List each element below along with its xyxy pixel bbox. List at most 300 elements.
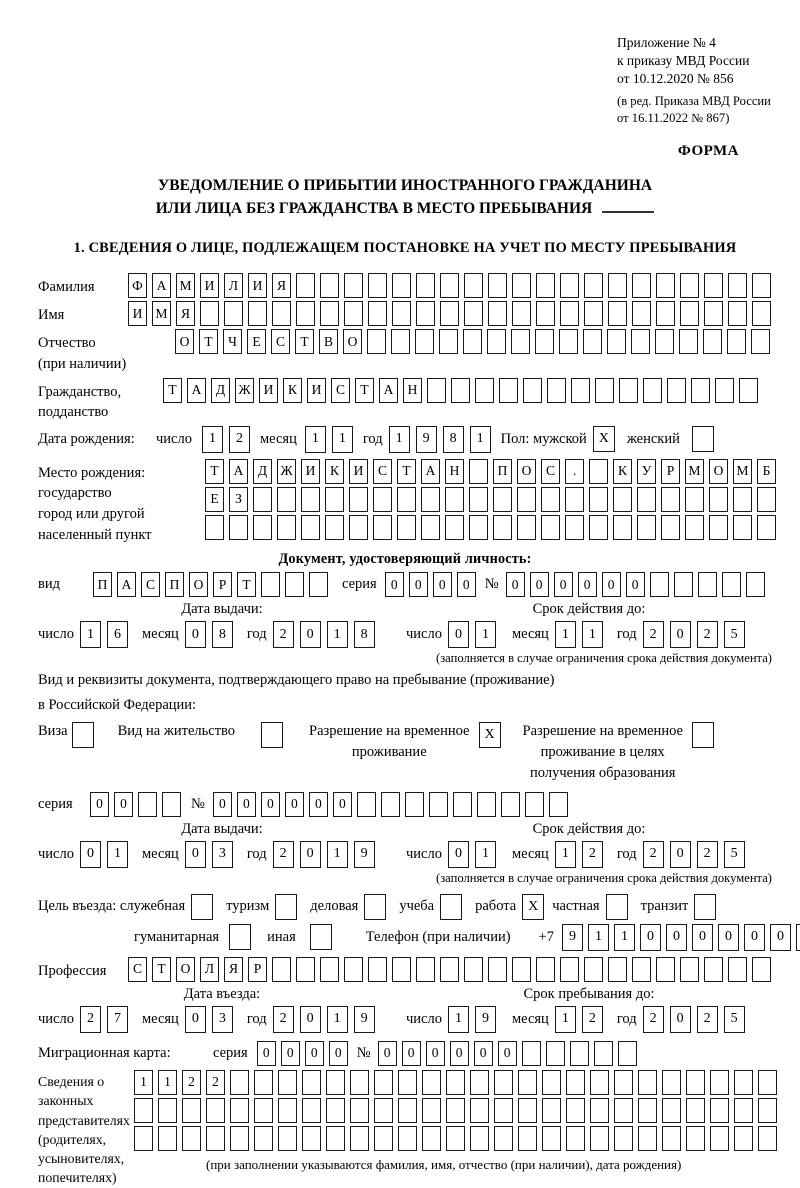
form-cell[interactable]: 5 <box>724 841 745 868</box>
form-cell[interactable]: 2 <box>697 621 718 648</box>
form-cell[interactable] <box>350 1070 369 1095</box>
form-cell[interactable] <box>261 572 280 597</box>
form-cell[interactable] <box>487 329 506 354</box>
form-cell[interactable]: 0 <box>300 841 321 868</box>
form-cell[interactable]: Т <box>205 459 224 484</box>
form-cell[interactable] <box>661 487 680 512</box>
form-cell[interactable] <box>182 1126 201 1151</box>
form-cell[interactable] <box>584 301 603 326</box>
form-cell[interactable]: 1 <box>475 621 496 648</box>
form-cell[interactable]: П <box>165 572 184 597</box>
form-cell[interactable]: 0 <box>506 572 525 597</box>
form-cell[interactable]: 1 <box>470 426 491 453</box>
form-cell[interactable]: Т <box>397 459 416 484</box>
form-cell[interactable] <box>637 515 656 540</box>
form-cell[interactable] <box>546 1041 565 1066</box>
form-cell[interactable] <box>326 1126 345 1151</box>
form-cell[interactable] <box>296 301 315 326</box>
form-cell[interactable]: Р <box>248 957 267 982</box>
form-cell[interactable]: 0 <box>257 1041 276 1066</box>
form-cell[interactable]: З <box>229 487 248 512</box>
form-cell[interactable] <box>607 329 626 354</box>
form-cell[interactable] <box>405 792 424 817</box>
form-cell[interactable] <box>397 487 416 512</box>
form-cell[interactable]: П <box>93 572 112 597</box>
form-cell[interactable]: 0 <box>448 841 469 868</box>
form-cell[interactable]: Т <box>355 378 374 403</box>
form-cell[interactable] <box>344 301 363 326</box>
form-cell[interactable]: С <box>373 459 392 484</box>
form-cell[interactable] <box>493 487 512 512</box>
form-cell[interactable]: 0 <box>692 924 713 951</box>
form-cell[interactable] <box>451 378 470 403</box>
form-cell[interactable]: 0 <box>666 924 687 951</box>
form-cell[interactable] <box>182 1098 201 1123</box>
form-cell[interactable] <box>392 273 411 298</box>
form-cell[interactable] <box>733 487 752 512</box>
form-cell[interactable] <box>655 329 674 354</box>
form-cell[interactable]: 0 <box>300 1006 321 1033</box>
purpose-humanitarian-checkbox[interactable] <box>229 924 251 950</box>
form-cell[interactable] <box>440 273 459 298</box>
form-cell[interactable] <box>589 459 608 484</box>
purpose-work-checkbox[interactable]: X <box>522 894 544 920</box>
form-cell[interactable] <box>715 378 734 403</box>
form-cell[interactable] <box>392 301 411 326</box>
form-cell[interactable] <box>254 1126 273 1151</box>
form-cell[interactable] <box>416 273 435 298</box>
form-cell[interactable] <box>398 1126 417 1151</box>
form-cell[interactable] <box>494 1070 513 1095</box>
form-cell[interactable] <box>248 301 267 326</box>
form-cell[interactable] <box>608 273 627 298</box>
form-cell[interactable] <box>517 487 536 512</box>
form-cell[interactable]: Ч <box>223 329 242 354</box>
form-cell[interactable] <box>278 1098 297 1123</box>
form-cell[interactable]: 8 <box>354 621 375 648</box>
purpose-business-checkbox[interactable] <box>364 894 386 920</box>
form-cell[interactable]: И <box>301 459 320 484</box>
form-cell[interactable]: Т <box>237 572 256 597</box>
form-cell[interactable] <box>638 1126 657 1151</box>
form-cell[interactable] <box>536 301 555 326</box>
form-cell[interactable]: 2 <box>582 1006 603 1033</box>
gender-female-checkbox[interactable] <box>692 426 714 452</box>
form-cell[interactable]: 0 <box>457 572 476 597</box>
form-cell[interactable] <box>230 1126 249 1151</box>
form-cell[interactable]: М <box>685 459 704 484</box>
form-cell[interactable] <box>205 515 224 540</box>
form-cell[interactable]: 0 <box>530 572 549 597</box>
form-cell[interactable] <box>637 487 656 512</box>
form-cell[interactable] <box>542 1126 561 1151</box>
form-cell[interactable] <box>469 459 488 484</box>
form-cell[interactable]: 0 <box>744 924 765 951</box>
form-cell[interactable]: 0 <box>409 572 428 597</box>
form-cell[interactable] <box>560 301 579 326</box>
form-cell[interactable] <box>734 1098 753 1123</box>
purpose-tourism-checkbox[interactable] <box>275 894 297 920</box>
form-cell[interactable]: 0 <box>578 572 597 597</box>
form-cell[interactable]: М <box>733 459 752 484</box>
form-cell[interactable] <box>254 1098 273 1123</box>
form-cell[interactable]: Ж <box>235 378 254 403</box>
form-cell[interactable] <box>320 301 339 326</box>
form-cell[interactable]: О <box>175 329 194 354</box>
form-cell[interactable]: 0 <box>185 621 206 648</box>
form-cell[interactable] <box>344 273 363 298</box>
form-cell[interactable] <box>278 1126 297 1151</box>
gender-male-checkbox[interactable]: X <box>593 426 615 452</box>
form-cell[interactable] <box>320 957 339 982</box>
form-cell[interactable] <box>560 957 579 982</box>
form-cell[interactable]: Л <box>224 273 243 298</box>
form-cell[interactable] <box>710 1070 729 1095</box>
form-cell[interactable]: Ж <box>277 459 296 484</box>
form-cell[interactable] <box>253 515 272 540</box>
form-cell[interactable]: 2 <box>206 1070 225 1095</box>
form-cell[interactable] <box>661 515 680 540</box>
form-cell[interactable] <box>643 378 662 403</box>
form-cell[interactable]: 0 <box>261 792 280 817</box>
visa-checkbox[interactable] <box>72 722 94 748</box>
form-cell[interactable] <box>667 378 686 403</box>
form-cell[interactable]: Д <box>211 378 230 403</box>
form-cell[interactable] <box>685 515 704 540</box>
form-cell[interactable]: 2 <box>643 621 664 648</box>
form-cell[interactable] <box>679 329 698 354</box>
form-cell[interactable] <box>446 1070 465 1095</box>
form-cell[interactable]: И <box>307 378 326 403</box>
form-cell[interactable] <box>350 1126 369 1151</box>
form-cell[interactable] <box>301 487 320 512</box>
form-cell[interactable] <box>589 487 608 512</box>
form-cell[interactable] <box>656 301 675 326</box>
form-cell[interactable] <box>367 329 386 354</box>
form-cell[interactable] <box>549 792 568 817</box>
form-cell[interactable] <box>751 329 770 354</box>
form-cell[interactable] <box>523 378 542 403</box>
form-cell[interactable] <box>230 1070 249 1095</box>
form-cell[interactable] <box>565 487 584 512</box>
form-cell[interactable] <box>739 378 758 403</box>
form-cell[interactable] <box>709 515 728 540</box>
form-cell[interactable] <box>398 1098 417 1123</box>
form-cell[interactable] <box>680 957 699 982</box>
form-cell[interactable] <box>733 515 752 540</box>
form-cell[interactable]: 1 <box>588 924 609 951</box>
form-cell[interactable]: 0 <box>378 1041 397 1066</box>
form-cell[interactable] <box>272 301 291 326</box>
form-cell[interactable]: 1 <box>475 841 496 868</box>
form-cell[interactable] <box>422 1070 441 1095</box>
form-cell[interactable]: О <box>709 459 728 484</box>
form-cell[interactable] <box>349 487 368 512</box>
form-cell[interactable]: Р <box>213 572 232 597</box>
form-cell[interactable] <box>703 329 722 354</box>
form-cell[interactable]: 1 <box>389 426 410 453</box>
form-cell[interactable]: 0 <box>626 572 645 597</box>
form-cell[interactable] <box>398 1070 417 1095</box>
form-cell[interactable] <box>608 301 627 326</box>
form-cell[interactable] <box>429 792 448 817</box>
form-cell[interactable] <box>560 273 579 298</box>
form-cell[interactable] <box>325 487 344 512</box>
form-cell[interactable] <box>704 301 723 326</box>
form-cell[interactable] <box>421 487 440 512</box>
form-cell[interactable]: 0 <box>402 1041 421 1066</box>
form-cell[interactable]: 6 <box>107 621 128 648</box>
form-cell[interactable]: М <box>176 273 195 298</box>
form-cell[interactable]: Б <box>757 459 776 484</box>
form-cell[interactable]: О <box>176 957 195 982</box>
purpose-other-checkbox[interactable] <box>310 924 332 950</box>
form-cell[interactable]: 2 <box>643 841 664 868</box>
form-cell[interactable] <box>517 515 536 540</box>
form-cell[interactable] <box>464 957 483 982</box>
form-cell[interactable] <box>325 515 344 540</box>
form-cell[interactable]: С <box>141 572 160 597</box>
form-cell[interactable]: 0 <box>333 792 352 817</box>
form-cell[interactable] <box>565 515 584 540</box>
form-cell[interactable] <box>440 957 459 982</box>
form-cell[interactable]: 0 <box>309 792 328 817</box>
form-cell[interactable] <box>368 273 387 298</box>
form-cell[interactable] <box>381 792 400 817</box>
form-cell[interactable] <box>680 273 699 298</box>
form-cell[interactable]: И <box>259 378 278 403</box>
form-cell[interactable]: 1 <box>555 841 576 868</box>
form-cell[interactable] <box>525 792 544 817</box>
form-cell[interactable] <box>570 1041 589 1066</box>
form-cell[interactable]: 1 <box>305 426 326 453</box>
form-cell[interactable]: 0 <box>300 621 321 648</box>
form-cell[interactable]: 2 <box>273 841 294 868</box>
form-cell[interactable]: 0 <box>80 841 101 868</box>
form-cell[interactable] <box>488 301 507 326</box>
form-cell[interactable] <box>158 1126 177 1151</box>
form-cell[interactable]: 0 <box>329 1041 348 1066</box>
form-cell[interactable] <box>710 1098 729 1123</box>
form-cell[interactable] <box>686 1126 705 1151</box>
form-cell[interactable] <box>535 329 554 354</box>
form-cell[interactable]: И <box>200 273 219 298</box>
form-cell[interactable] <box>638 1098 657 1123</box>
form-cell[interactable]: 1 <box>80 621 101 648</box>
form-cell[interactable] <box>686 1098 705 1123</box>
form-cell[interactable] <box>680 301 699 326</box>
form-cell[interactable] <box>488 957 507 982</box>
form-cell[interactable]: Н <box>403 378 422 403</box>
form-cell[interactable] <box>685 487 704 512</box>
form-cell[interactable] <box>541 515 560 540</box>
form-cell[interactable]: Ф <box>128 273 147 298</box>
form-cell[interactable] <box>614 1126 633 1151</box>
form-cell[interactable] <box>559 329 578 354</box>
form-cell[interactable] <box>357 792 376 817</box>
form-cell[interactable] <box>698 572 717 597</box>
form-cell[interactable] <box>594 1041 613 1066</box>
form-cell[interactable]: 0 <box>213 792 232 817</box>
form-cell[interactable] <box>757 487 776 512</box>
form-cell[interactable] <box>368 301 387 326</box>
purpose-private-checkbox[interactable] <box>606 894 628 920</box>
form-cell[interactable] <box>446 1098 465 1123</box>
form-cell[interactable]: 2 <box>229 426 250 453</box>
form-cell[interactable] <box>391 329 410 354</box>
form-cell[interactable]: 1 <box>327 1006 348 1033</box>
form-cell[interactable]: Р <box>661 459 680 484</box>
form-cell[interactable]: 0 <box>554 572 573 597</box>
form-cell[interactable] <box>326 1070 345 1095</box>
form-cell[interactable] <box>595 378 614 403</box>
form-cell[interactable]: Н <box>445 459 464 484</box>
form-cell[interactable] <box>422 1098 441 1123</box>
form-cell[interactable] <box>421 515 440 540</box>
form-cell[interactable] <box>439 329 458 354</box>
form-cell[interactable]: Т <box>199 329 218 354</box>
form-cell[interactable]: 2 <box>182 1070 201 1095</box>
form-cell[interactable]: С <box>331 378 350 403</box>
form-cell[interactable] <box>277 515 296 540</box>
form-cell[interactable] <box>662 1070 681 1095</box>
form-cell[interactable] <box>493 515 512 540</box>
form-cell[interactable]: Я <box>272 273 291 298</box>
form-cell[interactable] <box>613 487 632 512</box>
form-cell[interactable] <box>138 792 157 817</box>
form-cell[interactable]: Е <box>247 329 266 354</box>
form-cell[interactable]: Я <box>176 301 195 326</box>
form-cell[interactable]: И <box>248 273 267 298</box>
purpose-study-checkbox[interactable] <box>440 894 462 920</box>
form-cell[interactable]: 7 <box>107 1006 128 1033</box>
form-cell[interactable]: 2 <box>697 1006 718 1033</box>
form-cell[interactable] <box>752 301 771 326</box>
form-cell[interactable] <box>302 1126 321 1151</box>
form-cell[interactable] <box>206 1126 225 1151</box>
form-cell[interactable]: П <box>493 459 512 484</box>
form-cell[interactable]: 3 <box>212 841 233 868</box>
form-cell[interactable]: Л <box>200 957 219 982</box>
form-cell[interactable]: М <box>152 301 171 326</box>
form-cell[interactable] <box>416 301 435 326</box>
form-cell[interactable]: О <box>517 459 536 484</box>
temp-residence-checkbox[interactable]: X <box>479 722 501 748</box>
form-cell[interactable]: 0 <box>281 1041 300 1066</box>
form-cell[interactable] <box>674 572 693 597</box>
form-cell[interactable] <box>422 1126 441 1151</box>
form-cell[interactable] <box>631 329 650 354</box>
form-cell[interactable]: 0 <box>718 924 739 951</box>
form-cell[interactable] <box>752 273 771 298</box>
form-cell[interactable]: 0 <box>285 792 304 817</box>
form-cell[interactable]: 0 <box>185 1006 206 1033</box>
form-cell[interactable] <box>296 957 315 982</box>
form-cell[interactable]: Д <box>253 459 272 484</box>
form-cell[interactable]: 0 <box>670 621 691 648</box>
form-cell[interactable] <box>285 572 304 597</box>
residence-permit-checkbox[interactable] <box>261 722 283 748</box>
form-cell[interactable]: 8 <box>443 426 464 453</box>
form-cell[interactable] <box>709 487 728 512</box>
form-cell[interactable] <box>373 515 392 540</box>
form-cell[interactable]: 1 <box>158 1070 177 1095</box>
form-cell[interactable]: 1 <box>555 621 576 648</box>
form-cell[interactable] <box>796 924 800 951</box>
form-cell[interactable]: А <box>379 378 398 403</box>
form-cell[interactable]: 0 <box>114 792 133 817</box>
form-cell[interactable] <box>477 792 496 817</box>
form-cell[interactable] <box>512 957 531 982</box>
form-cell[interactable] <box>464 273 483 298</box>
form-cell[interactable]: 2 <box>273 1006 294 1033</box>
form-cell[interactable] <box>320 273 339 298</box>
form-cell[interactable] <box>374 1126 393 1151</box>
form-cell[interactable]: А <box>421 459 440 484</box>
form-cell[interactable] <box>589 515 608 540</box>
purpose-official-checkbox[interactable] <box>191 894 213 920</box>
form-cell[interactable]: 2 <box>273 621 294 648</box>
form-cell[interactable] <box>728 273 747 298</box>
form-cell[interactable]: 0 <box>640 924 661 951</box>
form-cell[interactable] <box>224 301 243 326</box>
form-cell[interactable]: 0 <box>474 1041 493 1066</box>
form-cell[interactable] <box>440 301 459 326</box>
form-cell[interactable] <box>727 329 746 354</box>
form-cell[interactable] <box>464 301 483 326</box>
form-cell[interactable]: И <box>128 301 147 326</box>
form-cell[interactable] <box>463 329 482 354</box>
form-cell[interactable] <box>704 957 723 982</box>
form-cell[interactable] <box>162 792 181 817</box>
form-cell[interactable] <box>536 273 555 298</box>
form-cell[interactable] <box>518 1098 537 1123</box>
form-cell[interactable] <box>632 301 651 326</box>
form-cell[interactable] <box>445 515 464 540</box>
form-cell[interactable]: 0 <box>602 572 621 597</box>
form-cell[interactable] <box>662 1098 681 1123</box>
form-cell[interactable]: А <box>152 273 171 298</box>
form-cell[interactable]: 0 <box>433 572 452 597</box>
form-cell[interactable] <box>499 378 518 403</box>
form-cell[interactable] <box>614 1070 633 1095</box>
form-cell[interactable] <box>344 957 363 982</box>
form-cell[interactable] <box>374 1070 393 1095</box>
form-cell[interactable] <box>254 1070 273 1095</box>
form-cell[interactable]: 1 <box>134 1070 153 1095</box>
form-cell[interactable] <box>728 957 747 982</box>
form-cell[interactable] <box>704 273 723 298</box>
form-cell[interactable] <box>638 1070 657 1095</box>
form-cell[interactable]: Т <box>152 957 171 982</box>
form-cell[interactable]: Я <box>224 957 243 982</box>
form-cell[interactable] <box>415 329 434 354</box>
form-cell[interactable] <box>301 515 320 540</box>
form-cell[interactable]: 1 <box>582 621 603 648</box>
form-cell[interactable] <box>302 1098 321 1123</box>
form-cell[interactable] <box>566 1098 585 1123</box>
form-cell[interactable]: 9 <box>354 1006 375 1033</box>
form-cell[interactable] <box>302 1070 321 1095</box>
form-cell[interactable]: 1 <box>332 426 353 453</box>
form-cell[interactable]: У <box>637 459 656 484</box>
form-cell[interactable]: 0 <box>450 1041 469 1066</box>
form-cell[interactable] <box>453 792 472 817</box>
form-cell[interactable] <box>566 1126 585 1151</box>
form-cell[interactable] <box>470 1070 489 1095</box>
form-cell[interactable]: 1 <box>107 841 128 868</box>
form-cell[interactable]: А <box>187 378 206 403</box>
